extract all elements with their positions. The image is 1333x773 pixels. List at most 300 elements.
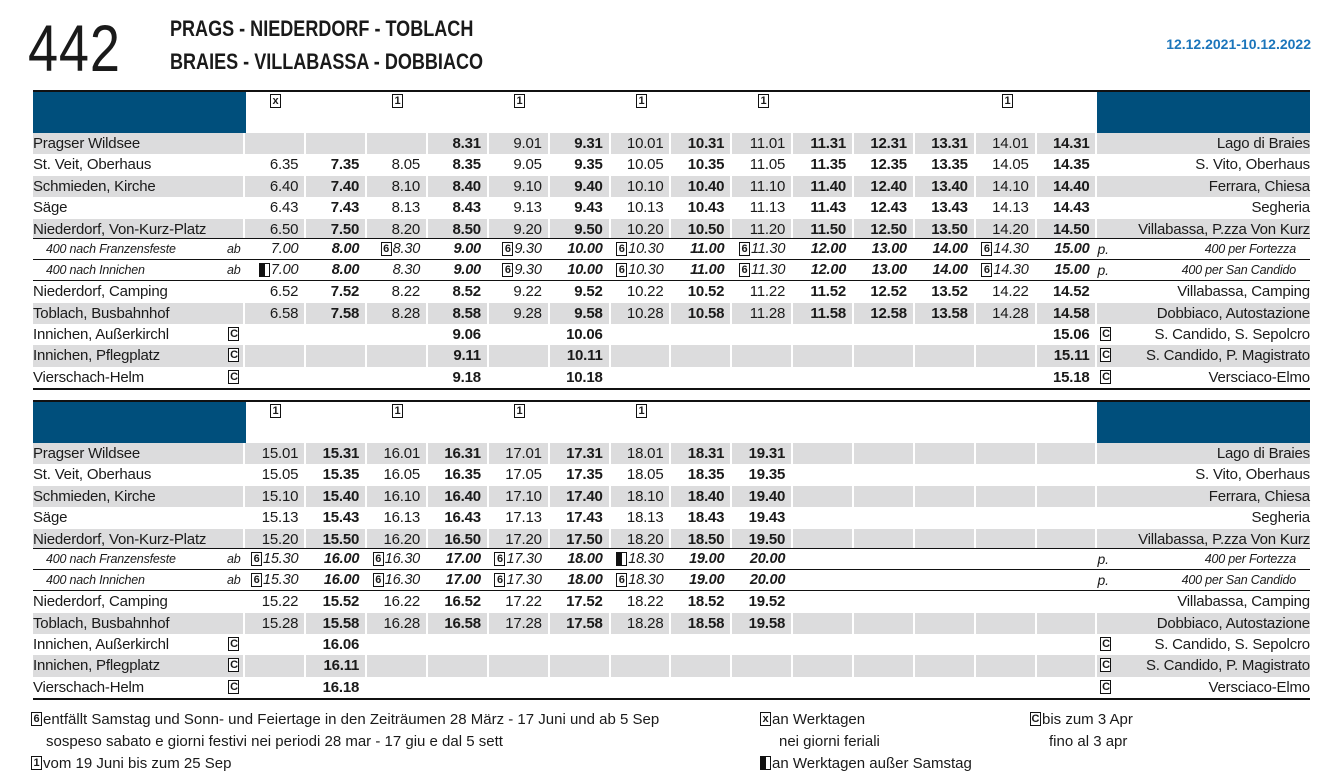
- time-cell: [367, 219, 428, 239]
- marker-six-icon: 6: [739, 242, 750, 256]
- departure-time: 10.58: [687, 304, 725, 322]
- departure-time: 14.35: [1052, 156, 1090, 174]
- station-label: Säge: [33, 509, 68, 527]
- time-cell: [550, 197, 611, 218]
- departure-time: 9.01: [513, 135, 542, 152]
- time-cell: [489, 634, 550, 655]
- time-cell: [611, 549, 672, 569]
- departure-time: 17.13: [505, 509, 542, 527]
- time-cell: [793, 591, 854, 612]
- time-cell: [245, 613, 306, 634]
- time-cell: [550, 655, 611, 676]
- station-name-de: [33, 613, 245, 634]
- station-name-de: [33, 486, 245, 507]
- time-cell: [732, 281, 793, 302]
- time-cell: [245, 464, 306, 485]
- departure-time: 7.40: [330, 177, 360, 195]
- time-cell: [732, 367, 793, 388]
- departure-time: 16.00: [323, 572, 360, 589]
- time-cell: [367, 507, 428, 528]
- time-cell: [550, 549, 611, 569]
- time-cell: [550, 464, 611, 485]
- time-cell: [550, 591, 611, 612]
- time-cell: [732, 197, 793, 218]
- departure-time: 18.43: [687, 509, 725, 527]
- time-cell: [367, 464, 428, 485]
- time-cell: [550, 613, 611, 634]
- departure-time: 6.40: [269, 177, 299, 195]
- time-cell: [732, 591, 793, 612]
- departure-time: 11.20: [749, 220, 786, 238]
- departure-time: 7.35: [330, 156, 360, 174]
- time-cell: [367, 443, 428, 464]
- time-cell: [854, 549, 915, 569]
- time-cell: [793, 507, 854, 528]
- time-cell: [976, 529, 1037, 549]
- legend-one: [31, 755, 231, 772]
- table-row: [33, 464, 1310, 485]
- time-cell: [732, 239, 793, 259]
- time-cell: [611, 507, 672, 528]
- time-cell: [793, 154, 854, 175]
- time-cell: [854, 281, 915, 302]
- time-cell: [854, 591, 915, 612]
- departure-time: 15.13: [261, 509, 299, 527]
- time-cell: [793, 281, 854, 302]
- time-cell: [428, 507, 489, 528]
- departure-time: 18.00: [567, 551, 603, 568]
- departure-time: 12.50: [870, 220, 907, 238]
- time-cell: [428, 281, 489, 302]
- time-cell: [245, 154, 306, 175]
- departure-time: 17.30: [506, 551, 542, 568]
- time-cell: [306, 239, 367, 259]
- departure-time: 13.43: [931, 199, 968, 217]
- departure-time: 17.22: [505, 593, 542, 611]
- station-label: Ferrara, Chiesa: [1208, 487, 1310, 505]
- marker-six-icon: 6: [373, 573, 384, 587]
- time-cell: [245, 197, 306, 218]
- station-label: Versciaco-Elmo: [1208, 368, 1310, 386]
- departure-time: 15.22: [261, 593, 299, 611]
- departure-time: 16.31: [444, 445, 481, 462]
- departure-time: 15.31: [322, 445, 360, 462]
- departure-time: 13.00: [871, 241, 907, 258]
- departure-time: 14.01: [992, 135, 1029, 152]
- departure-time: 19.35: [748, 466, 786, 484]
- station-label: Niederdorf, Camping: [33, 593, 168, 611]
- time-cell: [732, 486, 793, 507]
- time-cell: [976, 345, 1037, 366]
- time-cell: [306, 133, 367, 154]
- station-label: S. Vito, Oberhaus: [1195, 156, 1310, 174]
- time-cell: [550, 486, 611, 507]
- time-cell: [611, 303, 672, 324]
- legend-c-de: bis zum 3 Apr: [1042, 711, 1133, 728]
- station-name-it: [1098, 260, 1310, 280]
- station-label: Schmieden, Kirche: [33, 487, 156, 505]
- station-label: Säge: [33, 199, 68, 217]
- table-row: [33, 176, 1310, 197]
- departure-time: 8.22: [391, 283, 421, 301]
- departure-time: 17.31: [566, 445, 603, 462]
- table-row: [33, 529, 1310, 550]
- departure-time: 14.40: [1052, 177, 1090, 195]
- time-cell: [1037, 239, 1098, 259]
- time-cell: [793, 176, 854, 197]
- station-name-de: [33, 197, 245, 218]
- time-cell: [611, 154, 672, 175]
- departure-time: 10.13: [626, 199, 664, 217]
- service-mark-icon: 1: [514, 94, 525, 108]
- table-row: [33, 486, 1310, 507]
- time-cell: [793, 570, 854, 590]
- time-cell: [915, 464, 976, 485]
- time-cell: [793, 133, 854, 154]
- time-cell: [611, 529, 672, 549]
- service-mark-icon: 1: [758, 94, 769, 108]
- time-cell: [367, 154, 428, 175]
- departure-time: 18.30: [628, 572, 664, 589]
- marker-six-icon: 6: [616, 573, 627, 587]
- time-cell: [672, 239, 733, 259]
- time-cell: [976, 197, 1037, 218]
- time-cell: [915, 570, 976, 590]
- departure-time: 16.05: [383, 466, 421, 484]
- time-cell: [550, 133, 611, 154]
- time-cell: [489, 529, 550, 549]
- departure-time: 18.35: [687, 466, 725, 484]
- service-mark-icon: 1: [392, 94, 403, 108]
- time-cell: [732, 613, 793, 634]
- time-cell: [671, 324, 732, 345]
- table-row: [33, 154, 1310, 175]
- header-block-left: [33, 402, 246, 443]
- station-name-it: [1097, 154, 1309, 175]
- departure-time: 9.30: [514, 262, 542, 279]
- departure-time: 17.00: [445, 551, 481, 568]
- time-cell: [367, 549, 428, 569]
- time-cell: [672, 549, 733, 569]
- departure-time: 16.28: [383, 614, 421, 632]
- header-row: [33, 402, 1310, 443]
- station-name-it: [1097, 443, 1309, 464]
- station-label: Villabassa, Camping: [1177, 283, 1310, 301]
- departure-time: 10.40: [687, 177, 725, 195]
- time-cell: [550, 507, 611, 528]
- time-cell: [915, 367, 976, 388]
- time-cell: [367, 260, 428, 280]
- departure-time: 9.05: [513, 156, 542, 174]
- marker-c-icon: C: [230, 370, 238, 383]
- time-cell: [1037, 613, 1098, 634]
- departure-time: 11.00: [690, 262, 725, 279]
- time-cell: [671, 507, 732, 528]
- departure-time: 9.43: [574, 199, 603, 217]
- time-cell: [915, 133, 976, 154]
- time-cell: [1037, 260, 1098, 280]
- time-cell: [611, 570, 672, 590]
- station-name-de: [33, 260, 245, 280]
- marker-c-icon: C: [230, 328, 238, 341]
- time-cell: [671, 345, 732, 366]
- departure-time: 8.28: [391, 304, 421, 322]
- legend-half-de: an Werktagen außer Samstag: [772, 755, 972, 772]
- departure-time: 13.40: [931, 177, 968, 195]
- departure-time: 19.00: [689, 572, 725, 589]
- departure-time: 7.58: [330, 304, 360, 322]
- station-label: Niederdorf, Von-Kurz-Platz: [33, 220, 207, 238]
- time-cell: [489, 239, 550, 259]
- time-cell: [671, 464, 732, 485]
- time-cell: [306, 591, 367, 612]
- departure-time: 16.20: [383, 530, 421, 548]
- time-cell: [1037, 219, 1098, 239]
- departure-time: 9.58: [574, 304, 603, 322]
- marker-c-icon: C: [230, 680, 238, 693]
- time-cell: [245, 345, 306, 366]
- time-cell: [428, 613, 489, 634]
- time-cell: [550, 303, 611, 324]
- time-cell: [915, 345, 976, 366]
- time-cell: [915, 281, 976, 302]
- time-cell: [732, 570, 793, 590]
- departure-time: 8.13: [391, 199, 421, 217]
- station-name-de: [33, 634, 245, 655]
- time-cell: [245, 219, 306, 239]
- validity-period: 12.12.2021-10.12.2022: [1166, 36, 1311, 52]
- time-cell: [1037, 154, 1098, 175]
- departure-time: 18.30: [628, 551, 664, 568]
- time-cell: [367, 570, 428, 590]
- time-cell: [976, 219, 1037, 239]
- station-name-de: [33, 176, 245, 197]
- station-name-de: [33, 303, 245, 324]
- time-cell: [976, 549, 1037, 569]
- departure-time: 10.31: [687, 135, 725, 152]
- time-cell: [915, 197, 976, 218]
- departure-time: 17.01: [505, 445, 542, 462]
- time-cell: [732, 303, 793, 324]
- time-cell: [976, 507, 1037, 528]
- time-cell: [976, 367, 1037, 388]
- departure-time: 16.22: [383, 593, 421, 611]
- departure-time: 15.06: [1052, 326, 1090, 344]
- departure-time: 15.58: [322, 614, 360, 632]
- departure-time: 15.43: [322, 509, 360, 527]
- departure-time: 18.28: [626, 614, 664, 632]
- station-label: 400 per Fortezza: [1204, 242, 1296, 257]
- departure-time: 18.50: [687, 530, 725, 548]
- departure-time: 7.50: [330, 220, 360, 238]
- departure-time: 14.10: [992, 177, 1029, 195]
- station-label: 400 nach Innichen: [46, 263, 145, 278]
- time-cell: [793, 303, 854, 324]
- departure-time: 14.00: [932, 241, 968, 258]
- departure-time: 11.10: [749, 177, 786, 195]
- station-name-it: [1097, 634, 1309, 655]
- time-cell: [671, 133, 732, 154]
- departure-time: 16.11: [323, 657, 360, 675]
- time-cell: [854, 197, 915, 218]
- legend-x-it: nei giorni feriali: [779, 733, 880, 750]
- header-block-right: [1097, 92, 1310, 133]
- time-cell: [489, 507, 550, 528]
- departure-time: 9.52: [574, 283, 603, 301]
- time-cell: [245, 655, 306, 676]
- departure-time: 9.30: [514, 241, 542, 258]
- time-cell: [1037, 443, 1098, 464]
- time-cell: [306, 529, 367, 549]
- time-cell: [428, 677, 489, 698]
- time-cell: [793, 219, 854, 239]
- departure-time: 20.00: [749, 551, 786, 568]
- time-cell: [367, 176, 428, 197]
- marker-six-icon: 6: [373, 552, 384, 566]
- time-cell: [428, 443, 489, 464]
- time-cell: [428, 303, 489, 324]
- time-cell: [671, 486, 732, 507]
- time-cell: [1037, 677, 1098, 698]
- time-cell: [854, 464, 915, 485]
- time-cell: [915, 154, 976, 175]
- time-cell: [732, 677, 793, 698]
- station-name-de: [33, 677, 245, 698]
- time-cell: [854, 176, 915, 197]
- station-label: Niederdorf, Von-Kurz-Platz: [33, 530, 207, 548]
- departure-time: 17.10: [505, 487, 542, 505]
- departure-time: 14.28: [992, 304, 1029, 322]
- time-cell: [976, 613, 1037, 634]
- time-cell: [732, 443, 793, 464]
- time-cell: [367, 197, 428, 218]
- departure-time: 19.50: [748, 530, 786, 548]
- departure-time: 12.00: [810, 262, 847, 279]
- time-cell: [915, 324, 976, 345]
- time-cell: [428, 239, 489, 259]
- station-label: Ferrara, Chiesa: [1208, 177, 1310, 195]
- station-label: S. Candido, P. Magistrato: [1145, 347, 1310, 365]
- time-cell: [1037, 591, 1098, 612]
- station-name-it: [1098, 570, 1310, 590]
- time-cell: [976, 303, 1037, 324]
- marker-c-icon: C: [1031, 713, 1040, 726]
- marker-c-icon: C: [230, 349, 238, 362]
- time-cell: [367, 677, 428, 698]
- time-cell: [489, 324, 550, 345]
- time-cell: [367, 486, 428, 507]
- time-cell: [550, 570, 611, 590]
- table-row: [33, 507, 1310, 528]
- service-mark-icon: x: [270, 94, 281, 108]
- timetable-afternoon: [33, 400, 1310, 700]
- departure-time: 19.52: [748, 593, 786, 611]
- time-cell: [489, 570, 550, 590]
- departure-time: 16.58: [444, 614, 481, 632]
- time-cell: [245, 239, 306, 259]
- time-cell: [489, 677, 550, 698]
- time-cell: [1037, 655, 1098, 676]
- time-cell: [671, 219, 732, 239]
- time-cell: [611, 281, 672, 302]
- time-cell: [915, 591, 976, 612]
- time-cell: [428, 154, 489, 175]
- service-mark-icon: 1: [1002, 94, 1013, 108]
- time-cell: [915, 677, 976, 698]
- time-cell: [489, 219, 550, 239]
- time-cell: [489, 613, 550, 634]
- departure-time: 15.00: [1054, 262, 1090, 279]
- marker-six-icon: 6: [494, 552, 505, 566]
- time-cell: [793, 529, 854, 549]
- time-cell: [489, 133, 550, 154]
- time-cell: [732, 260, 793, 280]
- table-row: [33, 219, 1310, 240]
- station-label: Schmieden, Kirche: [33, 177, 156, 195]
- departure-time: 16.50: [444, 530, 481, 548]
- time-cell: [428, 367, 489, 388]
- marker-six-icon: 6: [616, 242, 627, 256]
- time-cell: [732, 133, 793, 154]
- table-row: [33, 239, 1310, 260]
- time-cell: [306, 303, 367, 324]
- departure-time: 13.00: [871, 262, 907, 279]
- departure-time: 16.35: [444, 466, 481, 484]
- time-cell: [428, 133, 489, 154]
- departure-time: 6.52: [269, 283, 299, 301]
- time-cell: [245, 303, 306, 324]
- station-name-it: [1097, 486, 1309, 507]
- time-cell: [489, 549, 550, 569]
- time-cell: [611, 677, 672, 698]
- departure-time: 16.30: [384, 572, 421, 589]
- station-name-de: [33, 154, 245, 175]
- departure-time: 10.50: [687, 220, 725, 238]
- time-cell: [428, 324, 489, 345]
- time-cell: [732, 176, 793, 197]
- time-cell: [611, 464, 672, 485]
- marker-one-icon: 1: [31, 756, 42, 770]
- departure-time: 12.52: [870, 283, 907, 301]
- station-label: Lago di Braies: [1216, 135, 1310, 152]
- departure-time: 17.58: [566, 614, 603, 632]
- departure-time: 9.10: [513, 177, 542, 195]
- time-cell: [915, 634, 976, 655]
- time-cell: [976, 154, 1037, 175]
- time-cell: [854, 655, 915, 676]
- time-cell: [854, 154, 915, 175]
- marker-six-icon: 6: [251, 552, 262, 566]
- time-cell: [428, 570, 489, 590]
- departure-time: 12.43: [870, 199, 907, 217]
- departure-time: 17.28: [505, 614, 542, 632]
- departure-time: 16.01: [383, 445, 421, 462]
- time-cell: [976, 677, 1037, 698]
- marker-six-icon: 6: [31, 712, 42, 726]
- station-name-it: [1098, 549, 1310, 569]
- time-cell: [367, 529, 428, 549]
- departure-time: 10.52: [687, 283, 725, 301]
- time-cell: [428, 591, 489, 612]
- departure-time: 12.00: [810, 241, 847, 258]
- time-cell: [245, 677, 306, 698]
- marker-c-icon: C: [230, 638, 238, 651]
- departure-time: 15.52: [322, 593, 360, 611]
- station-label: Villabassa, P.zza Von Kurz: [1138, 530, 1310, 548]
- via-label: p.: [1097, 551, 1109, 568]
- time-cell: [671, 303, 732, 324]
- time-cell: [611, 197, 672, 218]
